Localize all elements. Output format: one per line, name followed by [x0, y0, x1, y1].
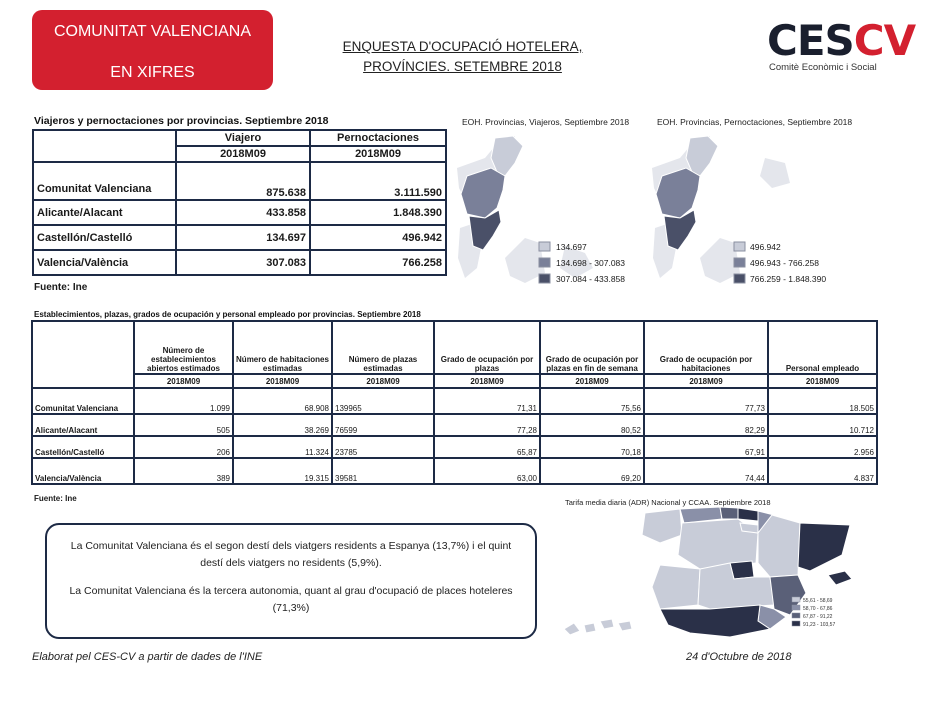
table-header-row	[33, 130, 446, 146]
data-cell: 71,31	[434, 388, 540, 414]
table-row	[33, 200, 446, 225]
map-background-region	[760, 158, 790, 188]
spain-adr-map	[560, 505, 890, 645]
region-canarias	[564, 619, 632, 635]
data-cell: 82,29	[644, 414, 768, 436]
row-label: Comunitat Valenciana	[33, 162, 176, 200]
data-cell: 68.908	[233, 388, 332, 414]
legend-swatch	[792, 621, 800, 626]
period-cell: 2018M09	[644, 374, 768, 388]
legend-swatch	[792, 597, 800, 602]
cell-viajeros: 134.697	[176, 225, 310, 250]
badge-line-2: EN XIFRES	[110, 64, 195, 81]
table-row	[33, 250, 446, 275]
table1-source: Fuente: Ine	[34, 282, 88, 293]
cell-pernoctaciones: 3.111.590	[310, 162, 446, 200]
legend-item: 496.942	[750, 242, 781, 252]
period-cell: 2018M09	[233, 374, 332, 388]
col-header: Grado de ocupación por plazas en fin de semana	[540, 321, 644, 374]
note-paragraph-1: La Comunitat Valenciana és el segon destí dels viatgers residents a Espanya (13,7%) i el quint destí dels viatgers no residents (5,9%).	[70, 540, 512, 569]
period-cell: 2018M09	[134, 374, 233, 388]
col-header-viajeros: Viajero	[176, 130, 310, 146]
region-rioja	[740, 523, 758, 533]
region-cataluna	[798, 523, 850, 571]
table-header-row	[32, 321, 877, 374]
cell-viajeros: 433.858	[176, 200, 310, 225]
legend-item: 134.697	[556, 242, 587, 252]
period-cell: 2018M09	[310, 146, 446, 162]
table-row	[32, 458, 877, 484]
region-aragon	[758, 515, 800, 577]
period-cell: 2018M09	[540, 374, 644, 388]
row-label: Alicante/Alacant	[32, 414, 134, 436]
row-label: Comunitat Valenciana	[32, 388, 134, 414]
data-cell: 139965	[332, 388, 434, 414]
table-row	[32, 436, 877, 458]
data-cell: 70,18	[540, 436, 644, 458]
period-cell: 2018M09	[434, 374, 540, 388]
legend-label: 91,23 - 103,57	[803, 622, 836, 628]
data-cell: 19.315	[233, 458, 332, 484]
title-badge	[32, 10, 273, 90]
title-line-2: PROVÍNCIES. SETEMBRE 2018	[363, 59, 562, 74]
legend-label: 67,87 - 91,22	[803, 614, 833, 620]
period-cell: 2018M09	[332, 374, 434, 388]
legend-item: 307.084 - 433.858	[556, 274, 626, 284]
data-cell: 75,56	[540, 388, 644, 414]
data-cell: 77,28	[434, 414, 540, 436]
data-cell: 63,00	[434, 458, 540, 484]
period-cell: 2018M09	[176, 146, 310, 162]
data-cell: 2.956	[768, 436, 877, 458]
legend-swatch	[539, 258, 550, 267]
row-label: Castellón/Castelló	[33, 225, 176, 250]
map1-title: EOH. Provincias, Viajeros, Septiembre 2018	[462, 117, 630, 127]
legend-item: 496.943 - 766.258	[750, 258, 820, 268]
map2-legend	[750, 239, 826, 287]
province-castellon	[686, 136, 718, 176]
adr-map-title: Tarifa media diaria (ADR) Nacional y CCAA. Septiembre 2018	[565, 498, 771, 507]
data-cell: 39581	[332, 458, 434, 484]
region-andalucia	[660, 605, 770, 637]
data-cell: 80,52	[540, 414, 644, 436]
table1-caption: Viajeros y pernoctaciones por provincias. Septiembre 2018	[34, 115, 329, 127]
cell-viajeros: 875.638	[176, 162, 310, 200]
data-cell: 65,87	[434, 436, 540, 458]
ces-cv-logo	[765, 16, 916, 78]
highlight-note	[45, 523, 537, 639]
table-period-row	[32, 374, 877, 388]
col-header: Número de habitaciones estimadas	[233, 321, 332, 374]
data-cell: 77,73	[644, 388, 768, 414]
travelers-table	[32, 129, 447, 276]
title-line-1: ENQUESTA D'OCUPACIÓ HOTELERA,	[342, 39, 583, 54]
data-cell: 67,91	[644, 436, 768, 458]
region-valencia	[770, 575, 806, 615]
row-label: Alicante/Alacant	[33, 200, 176, 225]
table-row	[32, 388, 877, 414]
legend-swatch	[734, 274, 745, 283]
row-label: Castellón/Castelló	[32, 436, 134, 458]
region-galicia	[642, 509, 682, 543]
table-corner-cell	[32, 321, 134, 388]
region-baleares	[828, 571, 852, 585]
data-cell: 206	[134, 436, 233, 458]
table2-source: Fuente: Ine	[34, 494, 77, 503]
row-label: Valencia/València	[32, 458, 134, 484]
logo-subtitle: Comitè Econòmic i Social	[769, 62, 877, 73]
cell-viajeros: 307.083	[176, 250, 310, 275]
data-cell: 389	[134, 458, 233, 484]
footer-credit: Elaborat pel CES-CV a partir de dades de l'INE	[32, 651, 263, 663]
col-header: Número de plazas estimadas	[332, 321, 434, 374]
footer-date: 24 d'Octubre de 2018	[686, 651, 792, 663]
province-castellon	[491, 136, 523, 176]
legend-swatch	[734, 258, 745, 267]
region-cantabria	[720, 507, 738, 519]
map1-legend	[556, 239, 625, 287]
col-header-pernoctaciones: Pernoctaciones	[310, 130, 446, 146]
legend-label: 58,70 - 67,86	[803, 606, 833, 612]
table-corner-cell	[33, 130, 176, 162]
data-cell: 10.712	[768, 414, 877, 436]
legend-swatch	[792, 613, 800, 618]
row-label: Valencia/València	[33, 250, 176, 275]
map2-title: EOH. Provincias, Pernoctaciones, Septiembre 2018	[657, 117, 853, 127]
data-cell: 76599	[332, 414, 434, 436]
note-paragraph-2: La Comunitat Valenciana és la tercera autonomia, quant al grau d'ocupació de places hoteleres (71,3%)	[69, 585, 513, 614]
data-cell: 69,20	[540, 458, 644, 484]
region-extremadura	[652, 565, 700, 609]
legend-swatch	[539, 242, 550, 251]
table2-caption: Establecimientos, plazas, grados de ocupación y personal empleado por provincias. Septiembre 2018	[34, 310, 421, 319]
badge-line-1: COMUNITAT VALENCIANA	[53, 23, 252, 40]
data-cell: 38.269	[233, 414, 332, 436]
data-cell: 4.837	[768, 458, 877, 484]
logo-cv: CV	[853, 16, 916, 65]
logo-ces: CES	[767, 16, 854, 65]
legend-item: 134.698 - 307.083	[556, 258, 626, 268]
col-header: Número de establecimientos abiertos estimados	[134, 321, 233, 374]
table-row	[33, 162, 446, 200]
table-row	[33, 225, 446, 250]
period-cell: 2018M09	[768, 374, 877, 388]
legend-item: 766.259 - 1.848.390	[750, 274, 827, 284]
data-cell: 18.505	[768, 388, 877, 414]
col-header: Personal empleado	[768, 321, 877, 374]
region-pais-vasco	[738, 508, 758, 521]
establishments-table	[31, 320, 878, 485]
cell-pernoctaciones: 496.942	[310, 225, 446, 250]
cell-pernoctaciones: 1.848.390	[310, 200, 446, 225]
legend-swatch	[734, 242, 745, 251]
legend-label: 55,61 - 58,69	[803, 598, 833, 604]
col-header: Grado de ocupación por habitaciones	[644, 321, 768, 374]
data-cell: 1.099	[134, 388, 233, 414]
document-title	[320, 37, 605, 77]
data-cell: 74,44	[644, 458, 768, 484]
data-cell: 505	[134, 414, 233, 436]
cell-pernoctaciones: 766.258	[310, 250, 446, 275]
data-cell: 11.324	[233, 436, 332, 458]
data-cell: 23785	[332, 436, 434, 458]
col-header: Grado de ocupación por plazas	[434, 321, 540, 374]
table-row	[32, 414, 877, 436]
legend-swatch	[792, 605, 800, 610]
legend-swatch	[539, 274, 550, 283]
